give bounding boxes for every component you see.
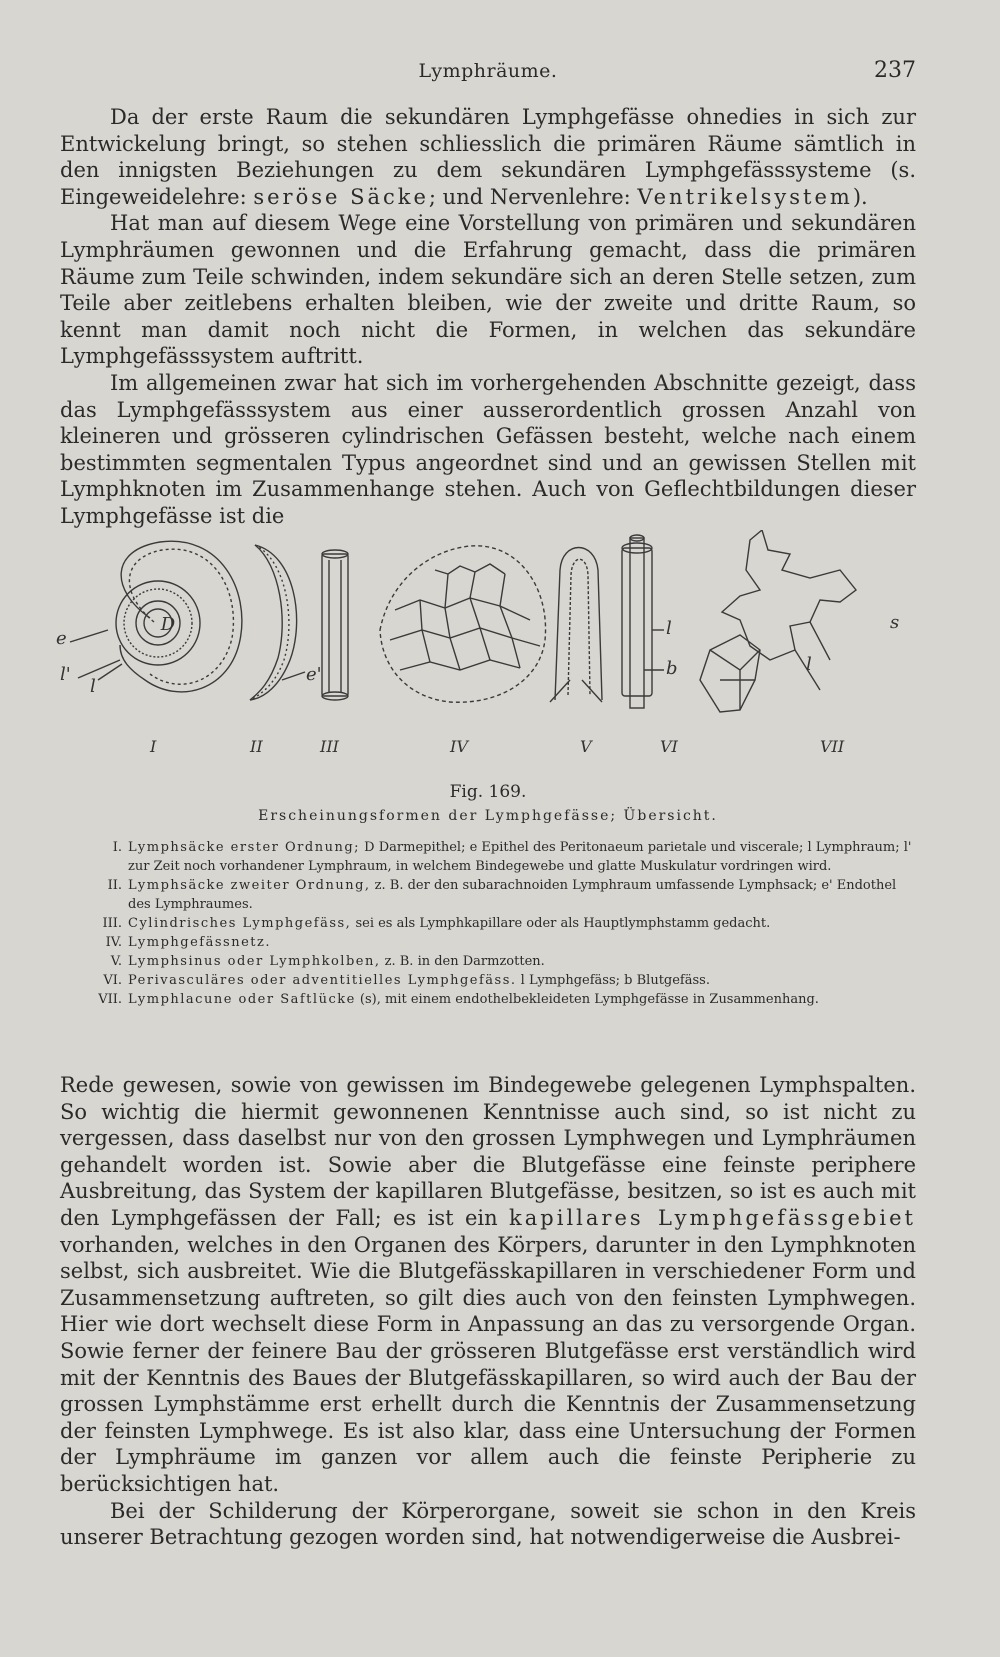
panel-label-I: I (150, 737, 157, 756)
label-l: l (90, 676, 96, 697)
label-l-panel7: l (806, 654, 812, 675)
text-run: vorhanden, welches in den Organen des Körpers, darunter in den Lymphknoten selbst, sich ausbreitet. Wie die Blutgefässkapillaren in verschiedener Form und Zusammensetzung auftreten, so gilt dies auch von den feinsten Lymphwegen. Hier wie dort wechselt diese Form in Anpassung an das zu versorgende Organ. Sowie ferner der feinere Bau der grösseren Blutgefässe erst verständlich wird mit der Kenntnis des Baues der Blutgefässkapillaren, so wird auch der Bau der grossen Lymphstämme erst erhellt durch die Kenntnis der Zusammensetzung der feinsten Lymphwege. Es ist also klar, dass eine Untersuchung der Formen der Lymphräume im ganzen vor allem auch die feinste Peripherie zu berücksichtigen hat. (60, 1232, 916, 1496)
legend-num: IV. (105, 935, 122, 950)
legend-item (92, 952, 922, 971)
figure-illustration (50, 530, 930, 780)
body-text-bottom (60, 1072, 916, 1551)
legend-item (92, 933, 922, 952)
perivascular-vessel-drawing (622, 535, 664, 708)
legend-term: Lymphgefässnetz. (128, 935, 271, 950)
text-run: ; und Nervenlehre: (428, 184, 638, 209)
panel-label-VII: VII (820, 737, 845, 756)
spaced-term: Ventrikelsystem (637, 184, 853, 209)
label-D: D (160, 614, 176, 635)
lymph-vessel-network-drawing (380, 546, 546, 702)
legend-desc: (s), mit einem endothelbekleideten Lymphgefässe in Zusammenhang. (355, 992, 819, 1007)
label-l-prime: l' (60, 664, 71, 685)
figure-number: Fig. 169. (449, 782, 527, 802)
legend-num: I. (112, 840, 122, 855)
panel-label-IV: IV (450, 737, 468, 756)
panel-label-VI: VI (660, 737, 678, 756)
panel-label-II: II (250, 737, 263, 756)
figure-title: Erscheinungsformen der Lymphgefässe; Übersicht. (258, 808, 718, 824)
legend-term: Lymphsäcke erster Ordnung; (128, 840, 361, 855)
legend-desc: D Darmepithel; e Epithel des Peritonaeum parietale und viscerale; l Lymphraum; l' zur Zeit noch vorhandener Lymphraum, in welchem Bindegewebe und glatte Muskulatur vordringen wird. (128, 840, 912, 874)
spaced-term: kapillares Lymphgefässgebiet (509, 1205, 916, 1230)
paragraph (60, 104, 916, 210)
figure-legend (92, 838, 922, 1009)
paragraph: Im allgemeinen zwar hat sich im vorhergehenden Abschnitte gezeigt, dass das Lymphgefässsystem aus einer ausserordentlich grossen Anzahl von kleineren und grösseren cylindrischen Gefässen besteht, welche nach einem bestimmten segmentalen Typus angeordnet sind und an gewissen Stellen mit Lymphknoten im Zusammenhange stehen. Auch von Geflechtbildungen dieser Lymphgefässe ist die (60, 370, 916, 528)
text-run: Rede gewesen, sowie von gewissen im Bindegewebe gelegenen Lymphspalten. So wichtig die hiermit gewonnenen Kenntnisse auch sind, so ist nicht zu vergessen, dass daselbst nur von den grossen Lymphwegen und Lymphräumen gehandelt worden ist. Sowie aber die Blutgefässe eine feinste periphere Ausbreitung, das System der kapillaren Blutgefässe, besitzen, so ist es auch mit den Lymphgefässen der Fall; es ist ein (60, 1073, 916, 1230)
spaced-term: seröse Säcke (253, 184, 429, 209)
page-header (60, 58, 916, 88)
legend-term: Cylindrisches Lymphgefäss, (128, 916, 352, 931)
legend-term: Lymphsäcke zweiter Ordnung, (128, 878, 371, 893)
lymph-sac-first-order-drawing (70, 541, 242, 692)
text-run: Da der erste Raum die sekundären Lymphgefässe ohnedies in sich zur Entwickelung bringt, so stehen schliesslich die primären Räume sämtlich in den innigsten Beziehungen zu dem sekundären Lymphgefässsysteme (s. Eingeweidelehre: (60, 105, 916, 209)
lymph-sac-second-order-drawing (250, 545, 305, 700)
label-e: e (56, 628, 67, 649)
legend-item (92, 914, 922, 933)
legend-term: Lymphlacune oder Saftlücke (128, 992, 356, 1007)
legend-item (92, 838, 922, 876)
text-run: ). (852, 184, 868, 209)
paragraph: Hat man auf diesem Wege eine Vorstellung von primären und sekundären Lymphräumen gewonnen und die Erfahrung gemacht, dass die primären Räume zum Teile schwinden, indem sekundäre sich an deren Stelle setzen, zum Teile aber zeitlebens erhalten bleiben, wie der zweite und dritte Raum, so kennt man damit noch nicht die Formen, in welchen das sekundäre Lymphgefässsystem auftritt. (60, 211, 916, 369)
legend-num: II. (107, 878, 122, 893)
legend-num: VI. (103, 973, 122, 988)
lymph-lacune-drawing (700, 530, 856, 712)
panel-label-III: III (320, 737, 339, 756)
legend-item (92, 990, 922, 1009)
legend-num: V. (110, 954, 122, 969)
legend-desc: l Lymphgefäss; b Blutgefäss. (516, 973, 710, 988)
legend-num: III. (102, 916, 122, 931)
cylindrical-vessel-drawing (322, 550, 348, 700)
legend-item (92, 971, 922, 990)
body-text-top (60, 104, 916, 530)
legend-term: Lymphsinus oder Lymphkolben, (128, 954, 381, 969)
legend-term: Perivasculäres oder adventitielles Lymphgefäss. (128, 973, 517, 988)
legend-num: VII. (98, 992, 122, 1007)
label-b: b (666, 658, 678, 679)
label-s: s (890, 612, 900, 633)
legend-desc: z. B. in den Darmzotten. (380, 954, 545, 969)
page-number: 237 (874, 58, 916, 83)
lymph-sinus-drawing (550, 548, 602, 703)
panel-label-V: V (580, 737, 592, 756)
label-e-prime: e' (306, 664, 322, 685)
legend-desc: sei es als Lymphkapillare oder als Hauptlymphstamm gedacht. (351, 916, 771, 931)
legend-item (92, 876, 922, 914)
label-l-panel6: l (666, 618, 672, 639)
paragraph (60, 1072, 916, 1498)
legend-desc: z. B. der den subarachnoiden Lymphraum umfassende Lymphsack; e' Endothel des Lymphraumes. (128, 878, 897, 912)
running-title: Lymphräume. (418, 60, 558, 82)
paragraph: Bei der Schilderung der Körperorgane, soweit sie schon in den Kreis unserer Betrachtung gezogen worden sind, hat notwendigerweise die Ausbrei- (60, 1498, 916, 1550)
